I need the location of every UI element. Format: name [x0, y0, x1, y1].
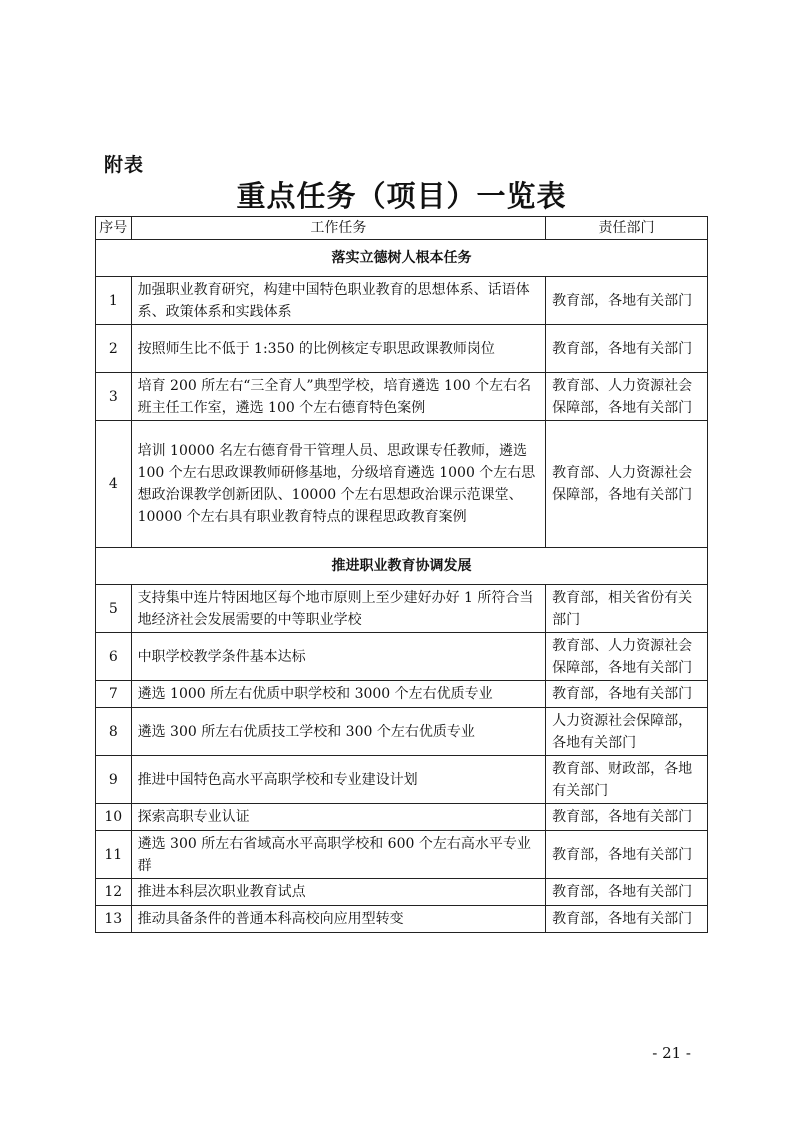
table-row: [96, 906, 708, 933]
task-table: [95, 216, 708, 933]
row-no: 6: [96, 633, 132, 681]
section-title: 推进职业教育协调发展: [96, 548, 708, 585]
page-number: - 21 -: [652, 1044, 691, 1062]
row-task: 中职学校教学条件基本达标: [131, 633, 545, 681]
header-task: 工作任务: [131, 217, 545, 240]
table-row: [96, 277, 708, 325]
row-task: 按照师生比不低于 1:350 的比例核定专职思政课教师岗位: [131, 325, 545, 373]
header-dept: 责任部门: [546, 217, 708, 240]
row-dept: 教育部、人力资源社会保障部，各地有关部门: [546, 373, 708, 421]
row-task: 推动具备条件的普通本科高校向应用型转变: [131, 906, 545, 933]
row-no: 4: [96, 421, 132, 548]
row-no: 8: [96, 708, 132, 756]
row-task: 推进本科层次职业教育试点: [131, 879, 545, 906]
row-dept: 教育部，各地有关部门: [546, 277, 708, 325]
row-dept: 教育部、财政部，各地有关部门: [546, 756, 708, 804]
table-row: [96, 421, 708, 548]
row-dept: 教育部，各地有关部门: [546, 804, 708, 831]
table-row: [96, 879, 708, 906]
row-task: 推进中国特色高水平高职学校和专业建设计划: [131, 756, 545, 804]
table-row: [96, 681, 708, 708]
table-row: [96, 831, 708, 879]
row-task: 探索高职专业认证: [131, 804, 545, 831]
row-task: 加强职业教育研究，构建中国特色职业教育的思想体系、话语体系、政策体系和实践体系: [131, 277, 545, 325]
row-no: 11: [96, 831, 132, 879]
table-header-row: [96, 217, 708, 240]
page-title: 重点任务（项目）一览表: [236, 179, 567, 213]
row-dept: 教育部，各地有关部门: [546, 325, 708, 373]
row-no: 2: [96, 325, 132, 373]
annex-label: 附表: [104, 154, 145, 176]
section-row: [96, 548, 708, 585]
row-no: 5: [96, 585, 132, 633]
table-row: [96, 708, 708, 756]
section-title: 落实立德树人根本任务: [96, 240, 708, 277]
table-row: [96, 325, 708, 373]
row-dept: 教育部，各地有关部门: [546, 906, 708, 933]
table-row: [96, 585, 708, 633]
row-dept: 教育部，各地有关部门: [546, 831, 708, 879]
table-row: [96, 804, 708, 831]
section-row: [96, 240, 708, 277]
row-no: 7: [96, 681, 132, 708]
row-task: 支持集中连片特困地区每个地市原则上至少建好办好 1 所符合当地经济社会发展需要的中等职业学校: [131, 585, 545, 633]
header-no: 序号: [96, 217, 132, 240]
row-no: 12: [96, 879, 132, 906]
row-dept: 教育部，各地有关部门: [546, 681, 708, 708]
row-dept: 教育部，相关省份有关部门: [546, 585, 708, 633]
row-task: 培训 10000 名左右德育骨干管理人员、思政课专任教师，遴选 100 个左右思政课教师研修基地，分级培育遴选 1000 个左右思想政治课教学创新团队、10000 个左右思想政治课示范课堂、10000 个左右具有职业教育特点的课程思政教育案例: [131, 421, 545, 548]
table-row: [96, 633, 708, 681]
row-dept: 教育部，各地有关部门: [546, 879, 708, 906]
row-no: 9: [96, 756, 132, 804]
row-task: 培育 200 所左右“三全育人”典型学校，培育遴选 100 个左右名班主任工作室，遴选 100 个左右德育特色案例: [131, 373, 545, 421]
row-no: 13: [96, 906, 132, 933]
row-no: 10: [96, 804, 132, 831]
row-no: 3: [96, 373, 132, 421]
row-dept: 人力资源社会保障部，各地有关部门: [546, 708, 708, 756]
table-row: [96, 756, 708, 804]
row-dept: 教育部、人力资源社会保障部，各地有关部门: [546, 633, 708, 681]
row-no: 1: [96, 277, 132, 325]
table-row: [96, 373, 708, 421]
row-task: 遴选 300 所左右省域高水平高职学校和 600 个左右高水平专业群: [131, 831, 545, 879]
row-task: 遴选 300 所左右优质技工学校和 300 个左右优质专业: [131, 708, 545, 756]
row-task: 遴选 1000 所左右优质中职学校和 3000 个左右优质专业: [131, 681, 545, 708]
row-dept: 教育部、人力资源社会保障部，各地有关部门: [546, 421, 708, 548]
